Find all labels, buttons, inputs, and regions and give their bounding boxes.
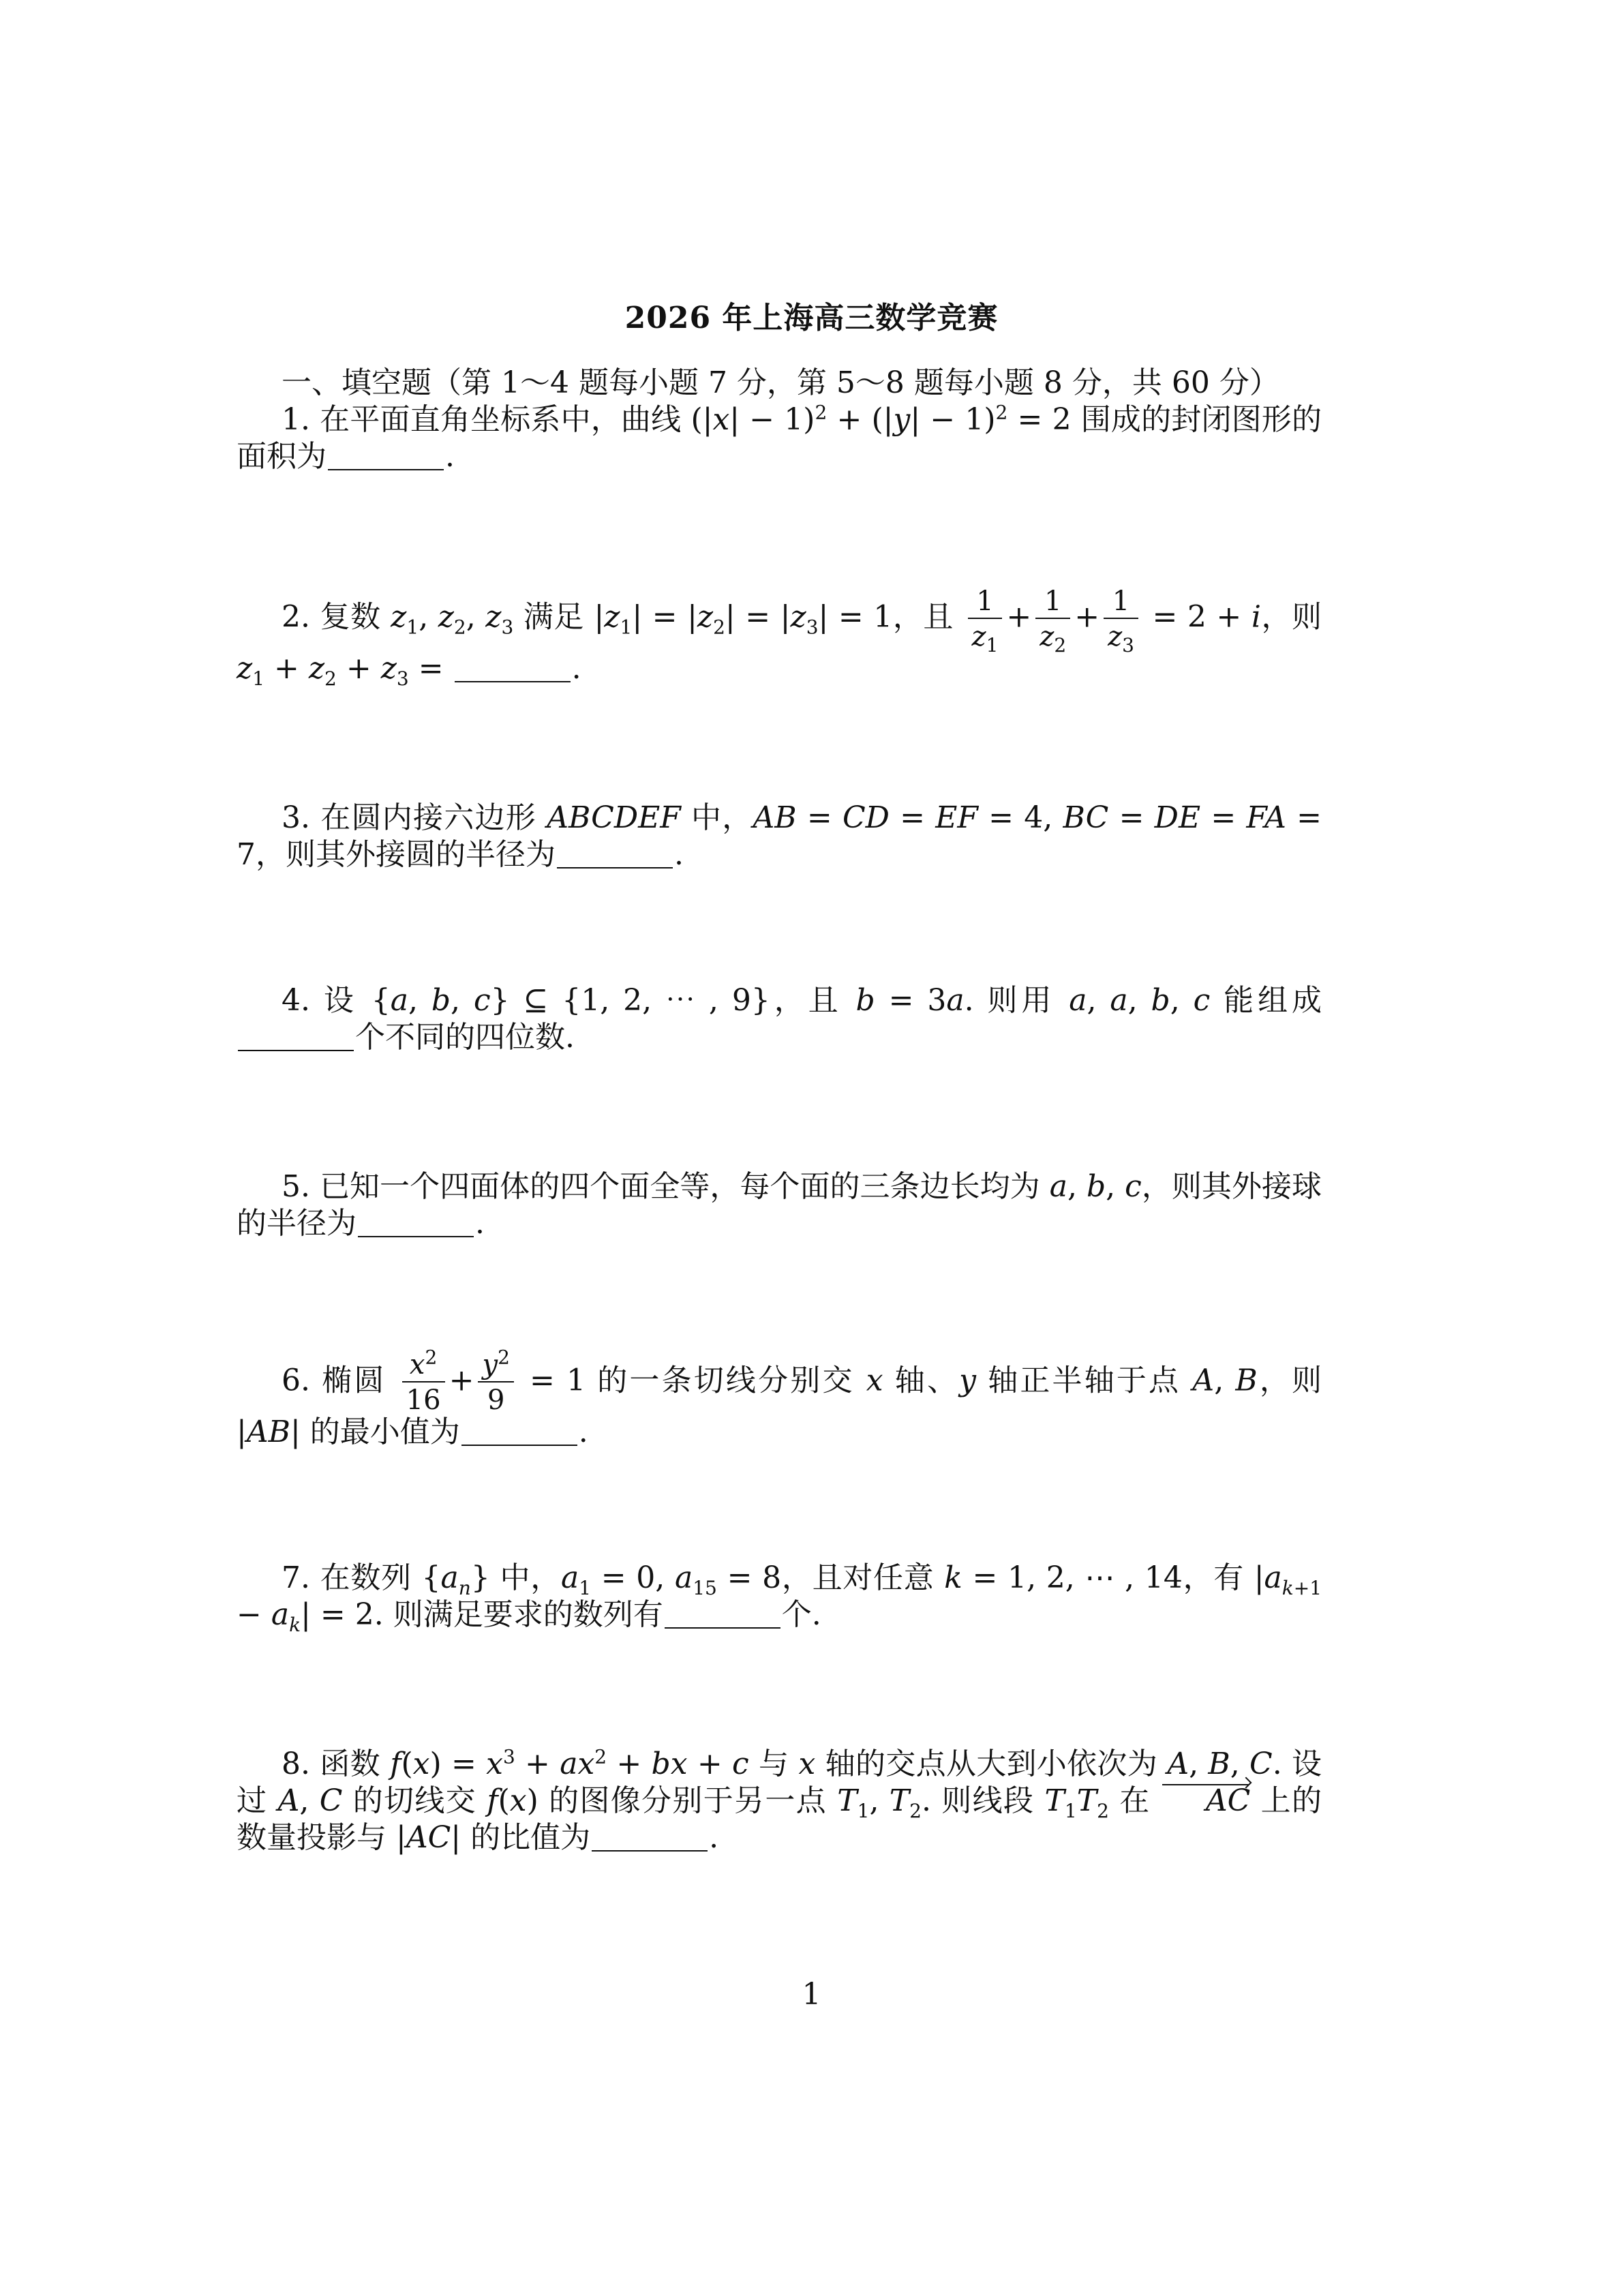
q7-text-d: ，有 (1182, 1560, 1245, 1595)
q7-text-a: 7. 在数列 (282, 1560, 412, 1595)
q4-text-d: 能组成 (1224, 983, 1322, 1018)
q8-text-h: 在 (1119, 1783, 1151, 1818)
q4-text-c: . 则用 (964, 983, 1056, 1018)
question-2: 2. 复数 $z_1$, $z_2$, $z_3$ 满足 $|z_1| = |z_2| = |z_3| = 1$，且 $\frac{1}{z_1}$ + $\frac{1}{z_2}$ + $\frac{1}{z_3}$ = 2 + i，则 $z_1 + z_2 + z_3$ = . (237, 586, 1322, 690)
q6-text-d: 轴正半轴于点 (988, 1363, 1181, 1398)
q8-text-k: . (709, 1820, 719, 1855)
fraction: $\frac{1}{z_2}$ (1035, 588, 1070, 650)
fraction: $\frac{1}{z_3}$ (1104, 588, 1138, 650)
q8-text-d: . 设过 (237, 1747, 1322, 1818)
q8-text-g: . 则线段 (921, 1783, 1035, 1818)
q5-text-c: . (475, 1206, 485, 1241)
answer-blank (358, 1207, 474, 1237)
answer-blank (238, 1021, 354, 1051)
q7-text-c: ，且对任意 (781, 1560, 935, 1595)
q8-text-b: 与 (758, 1747, 789, 1781)
q3-text-c: ，则其外接圆的半径为 (256, 837, 556, 872)
question-6: 6. 椭圆 $\frac{x^2}{16}$ + $\frac{y^2}{9}$ = 1 的一条切线分别交 x 轴、y 轴正半轴于点 A, B，则 |AB| 的最小值为 . (237, 1346, 1322, 1449)
q2-text-e: . (571, 651, 581, 686)
q3-text-b: 中， (691, 800, 753, 835)
q4-text-e: 个不同的四位数. (355, 1020, 575, 1055)
exam-title: 2026 年上海高三数学竞赛 (624, 301, 999, 335)
q2-text-b: 满足 (523, 599, 584, 635)
question-4: 4. 设 {a, b, c} ⊆ {1, 2, ⋯ , 9}，且 b = 3a. 则用 a, a, b, c 能组成个不同的四位数. (237, 982, 1322, 1056)
question-7: 7. 在数列 $\{a_n\}$ 中，$a_1 = 0$, $a_{15} = 8$，且对任意 k = 1, 2, ⋯ , 14，有 $|a_{k+1} - a_k| = 2$. 则满足要求的数列有 个. (237, 1560, 1322, 1636)
q3-text-a: 3. 在圆内接六边形 (282, 800, 536, 835)
fraction: $\frac{1}{z_1}$ (968, 588, 1003, 650)
section-heading: 一、填空题（第 1～4 题每小题 7 分，第 5～8 题每小题 8 分，共 60 分） (282, 365, 1279, 400)
q7-text-f: 个. (781, 1597, 821, 1632)
vector-ac: AC (1161, 1783, 1250, 1819)
q1-text-c: . (445, 439, 455, 474)
q6-text-a: 6. 椭圆 (282, 1363, 386, 1398)
q8-text-j: 的比值为 (470, 1820, 591, 1855)
q6-text-f: 的最小值为 (309, 1415, 460, 1449)
q8-text-a: 8. 函数 (282, 1747, 380, 1781)
answer-blank (557, 839, 673, 868)
q4-text-a: 4. 设 (282, 983, 358, 1018)
fraction: $\frac{x^2}{16}$ (402, 1351, 445, 1414)
q3-text-d: . (674, 837, 684, 872)
q5-text-a: 5. 已知一个四面体的四个面全等，每个面的三条边长均为 (282, 1169, 1040, 1204)
page-number: 1 (802, 1977, 821, 2012)
question-1: 1. 在平面直角坐标系中，曲线 $(|x| - 1)^2 + (|y| - 1)^2 = 2$ 围成的封闭图形的面积为 . (237, 401, 1322, 474)
q1-text-b: 围成的封闭图形的面积为 (237, 402, 1322, 474)
question-3: 3. 在圆内接六边形 ABCDEF 中，AB = CD = EF = 4, BC = DE = FA = 7，则其外接圆的半径为 . (237, 800, 1322, 872)
question-8: 8. 函数 $f(x) = x^3 + ax^2$ + bx + c 与 x 轴的交点从大到小依次为 A, B, C. 设过 A, C 的切线交 f(x) 的图像分别于另一点 $T_1$, $T_2$. 则线段 $T_1T_2$ 在 AC 上的数量投影与 |AC| 的比值为 . (237, 1745, 1322, 1855)
answer-blank (328, 440, 444, 470)
q8-text-f: 的图像分别于另一点 (549, 1783, 827, 1818)
q6-text-b: 的一条切线分别交 (597, 1363, 855, 1398)
q8-text-i: 上的数量投影与 (237, 1783, 1322, 1855)
q8-text-c: 轴的交点从大到小依次为 (825, 1747, 1158, 1781)
q2-text-a: 2. 复数 (282, 599, 381, 635)
q7-text-e: . 则满足要求的数列有 (374, 1597, 663, 1632)
q6-text-c: 轴、 (894, 1363, 960, 1398)
q1-text-a: 1. 在平面直角坐标系中，曲线 (282, 402, 682, 437)
q2-text-c: ，且 (892, 599, 954, 635)
answer-blank (461, 1416, 577, 1446)
q7-text-b: 中， (500, 1560, 561, 1595)
q8-text-e: 的切线交 (352, 1783, 476, 1818)
q4-text-b: ，且 (770, 983, 843, 1018)
question-list (237, 365, 1322, 1856)
answer-blank (665, 1599, 780, 1629)
fraction: $\frac{y^2}{9}$ (478, 1351, 513, 1414)
question-5: 5. 已知一个四面体的四个面全等，每个面的三条边长均为 a, b, c，则其外接球的半径为 . (237, 1169, 1322, 1241)
answer-blank (455, 652, 571, 682)
q5-text-b: ，则其外接球的半径为 (237, 1169, 1322, 1241)
answer-blank (592, 1822, 708, 1852)
q2-text-d: ，则 (1260, 599, 1322, 635)
q6-text-e: ，则 (1257, 1363, 1322, 1398)
q6-text-g: . (578, 1415, 588, 1449)
